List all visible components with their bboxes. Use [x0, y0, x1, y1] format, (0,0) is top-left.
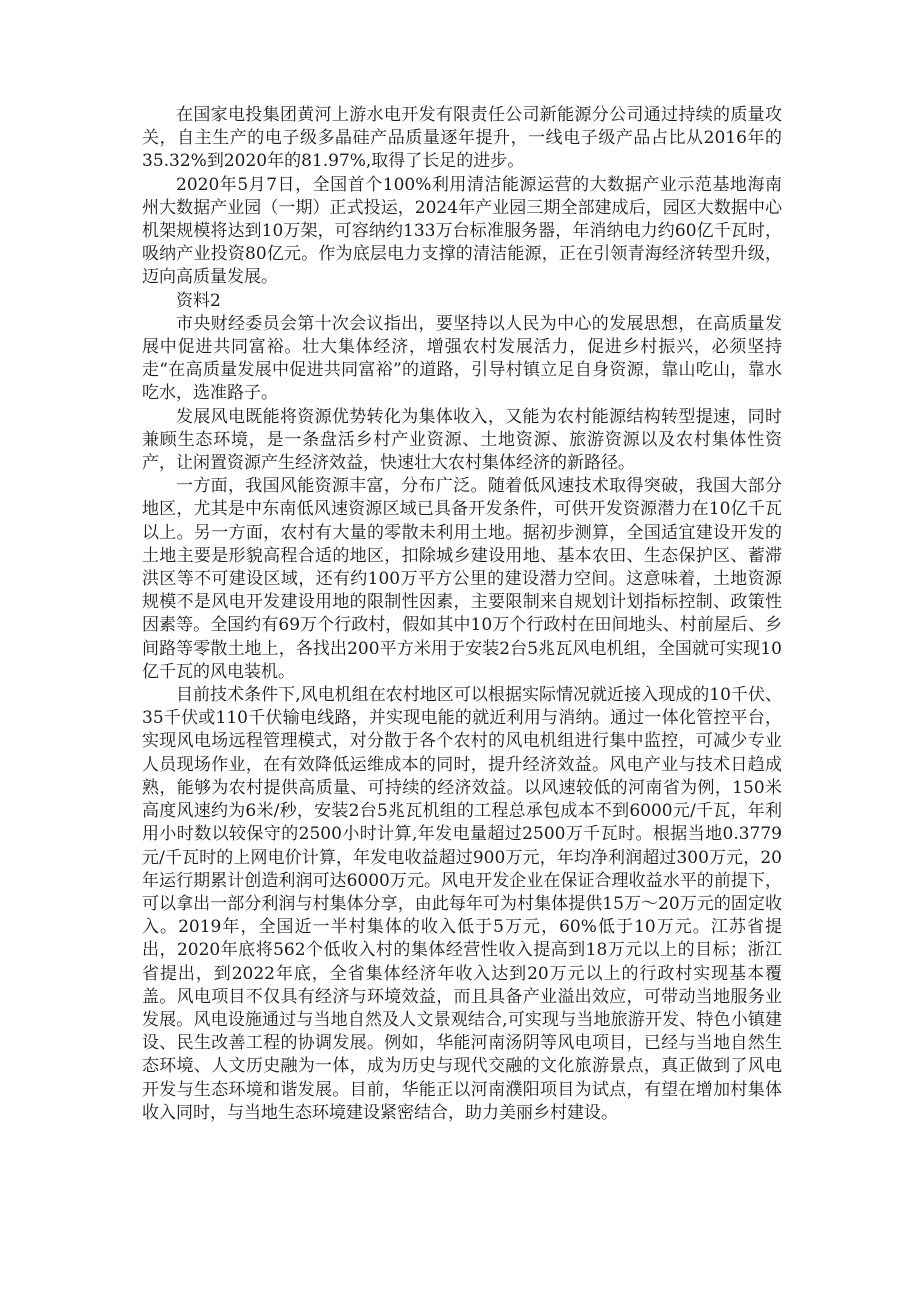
paragraph-polysilicon: 在国家电投集团黄河上游水电开发有限责任公司新能源分公司通过持续的质量攻关，自主生产的电子级多晶硅产品质量逐年提升，一线电子级产品占比从2016年的35.32%到2020年的81.97%,取得了长足的进步。: [142, 105, 782, 172]
paragraph-wind-power-path: 发展风电既能将资源优势转化为集体收入，又能为农村能源结构转型提速，同时兼顾生态环境，是一条盘活乡村产业资源、土地资源、旅游资源以及农村集体性资产，让闲置资源产生经济效益，快速壮大农村集体经济的新路径。: [142, 406, 782, 474]
paragraph-big-data-park: 2020年5月7日，全国首个100%利用清洁能源运营的大数据产业示范基地海南州大数据产业园（一期）正式投运，2024年产业园三期全部建成后，园区大数据中心机架规模将达到10万架，可容纳约133万台标准服务器，年消纳电力约60亿千瓦时，吸纳产业投资80亿元。作为底层电力支撑的清洁能源，正在引领青海经济转型升级，迈向高质量发展。: [142, 174, 782, 288]
section-heading-material-2: 资料2: [176, 290, 221, 311]
paragraph-technical-conditions: 目前技术条件下,风电机组在农村地区可以根据实际情况就近接入现成的10千伏、35千伏或110千伏输电线路，并实现电能的就近利用与消纳。通过一体化管控平台，实现风电场远程管理模式，对分散于各个农村的风电机组进行集中监控，可减少专业人员现场作业，在有效降低运维成本的同时，提升经济效益。风电产业与技术日趋成熟，能够为农村提供高质量、可持续的经济效益。以风速较低的河南省为例，150米高度风速约为6米/秒，安装2台5兆瓦机组的工程总承包成本不到6000元/千瓦，年利用小时数以较保守的2500小时计算,年发电量超过2500万千瓦时。根据当地0.3779元/千瓦时的上网电价计算，年发电收益超过900万元，年均净利润超过300万元，20年运行期累计创造利润可达6000万元。风电开发企业在保证合理收益水平的前提下，可以拿出一部分利润与村集体分享，由此每年可为村集体提供15万～20万元的固定收入。2019年，全国近一半村集体的收入低于5万元，60%低于10万元。江苏省提出，2020年底将562个低收入村的集体经营性收入提高到18万元以上的目标；浙江省提出，到2022年底，全省集体经济年收入达到20万元以上的行政村实现基本覆盖。风电项目不仅具有经济与环境效益，而且具备产业溢出效应，可带动当地服务业发展。风电设施通过与当地自然及人文景观结合,可实现与当地旅游开发、特色小镇建设、民生改善工程的协调发展。例如，华能河南汤阴等风电项目，已经与当地自然生态环境、人文历史融为一体，成为历史与现代交融的文化旅游景点，真正做到了风电开发与生态环境和谐发展。目前，华能正以河南濮阳项目为试点，有望在增加村集体收入同时，与当地生态环境建设紧密结合，助力美丽乡村建设。: [142, 685, 782, 1123]
document-body: [142, 104, 782, 1125]
paragraph-common-prosperity: 市央财经委员会第十次会议指出，要坚持以人民为中心的发展思想，在高质量发展中促进共同富裕。壮大集体经济，增强农村发展活力，促进乡村振兴，必须坚持走“在高质量发展中促进共同富裕”的道路，引导村镇立足自身资源，靠山吃山，靠水吃水，选准路子。: [142, 313, 782, 404]
paragraph-wind-resources: 一方面，我国风能资源丰富，分布广泛。随着低风速技术取得突破，我国大部分地区，尤其是中东南低风速资源区域已具备开发条件，可供开发资源潜力在10亿千瓦以上。另一方面，农村有大量的零散未利用土地。据初步测算，全国适宜建设开发的土地主要是形貌高程合适的地区，扣除城乡建设用地、基本农田、生态保护区、蓄滞洪区等不可建设区域，还有约100万平方公里的建设潜力空间。这意味着，土地资源规模不是风电开发建设用地的限制性因素，主要限制来自规划计划指标控制、政策性因素等。全国约有69万个行政村，假如其中10万个行政村在田间地头、村前屋后、乡间路等零散土地上，各找出200平方米用于安装2台5兆瓦风电机组，全国就可实现10亿千瓦的风电装机。: [142, 476, 782, 682]
